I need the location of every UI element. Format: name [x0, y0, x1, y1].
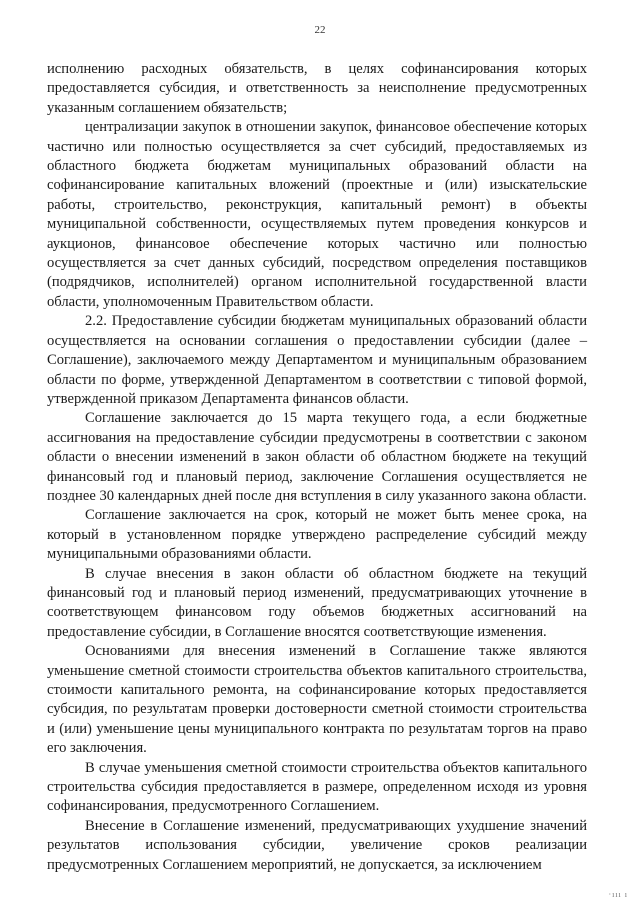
paragraph-5: Соглашение заключается на срок, который не может быть менее срока, на который в установленном порядке утверждено распределение субсидий между муниципальными образованиями области. — [47, 507, 587, 563]
paragraph-9: Внесение в Соглашение изменений, предусматривающих ухудшение значений результатов использования субсидии, увеличение сроков реализации предусмотренных Соглашением мероприятий, не допускается, за исключением — [47, 817, 587, 873]
scan-corner-mark: ·ııı ı — [608, 890, 628, 899]
page-number: 22 — [314, 24, 326, 36]
paragraph-6: В случае внесения в закон области об областном бюджете на текущий финансовый год и плановый период изменений, предусматривающих уточнение в соответствующем финансовом году объемов бюджетных ассигнований на предоставление субсидии, в Соглашение вносятся соответствующие изменения. — [47, 565, 587, 640]
paragraph-4: Соглашение заключается до 15 марта текущего года, а если бюджетные ассигнования на предоставление субсидии предусмотрены в соответствии с законом области о внесении изменений в закон области об областном бюджете на текущий финансовый год и плановый период, заключение Соглашения осуществляется не позднее 30 календарных дней после дня вступления в силу указанного закона области. — [47, 410, 587, 504]
paragraph-2: централизации закупок в отношении закупок, финансовое обеспечение которых частично или полностью осуществляется за счет субсидий, предоставляемых из областного бюджета бюджетам муниципальных образований области на софинансирование капитальных вложений (проектные и (или) изыскательские работы, строительство, реконструкция, капитальный ремонт) в объекты муниципальной собственности, осуществляемых путем проведения конкурсов и аукционов, финансовое обеспечение которых частично или полностью осуществляется за счет данных субсидий, посредством определения поставщиков (подрядчиков, исполнителей) органом исполнительной государственной власти области, уполномоченным Правительством области. — [47, 119, 587, 310]
paragraph-7: Основаниями для внесения изменений в Соглашение также являются уменьшение сметной стоимости строительства объектов капитального строительства, стоимости капитального ремонта, на софинансирование которых предоставляется субсидия, по результатам проверки достоверности сметной стоимости строительства и (или) уменьшение цены муниципального контракта по результатам торгов на право его заключения. — [47, 643, 587, 757]
paragraph-8: В случае уменьшения сметной стоимости строительства объектов капитального строительства субсидия предоставляется в размере, определенном исходя из уровня софинансирования, предусмотренного Соглашением. — [47, 759, 587, 815]
paragraph-1: исполнению расходных обязательств, в целях софинансирования которых предоставляется субсидия, и ответственность за неисполнение предусмотренных указанным соглашением обязательств; — [47, 61, 587, 116]
document-body — [47, 60, 587, 875]
paragraph-3: 2.2. Предоставление субсидии бюджетам муниципальных образований области осуществляется на основании соглашения о предоставлении субсидии (далее – Соглашение), заключаемого между Департаментом и муниципальным образованием области по форме, утвержденной Департаментом в соответствии с типовой формой, утвержденной приказом Департамента финансов области. — [47, 313, 587, 407]
